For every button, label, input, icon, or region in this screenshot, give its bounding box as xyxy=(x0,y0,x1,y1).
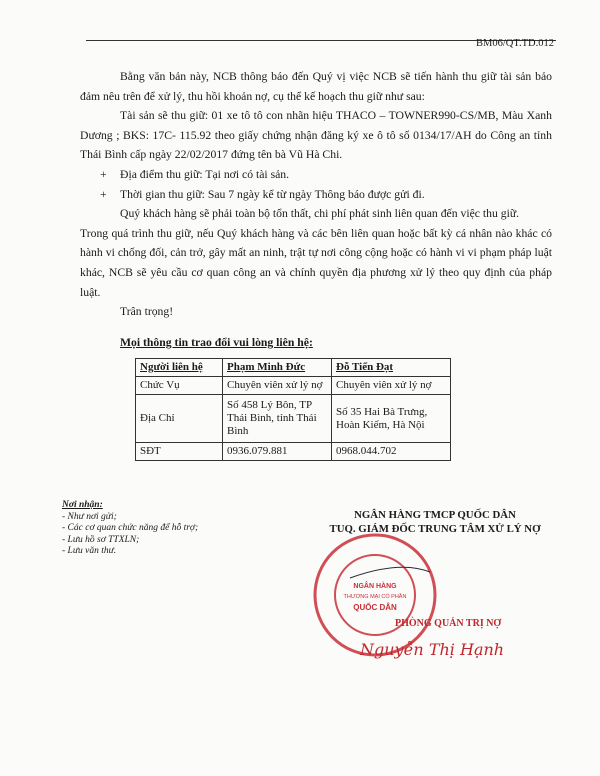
table-cell: SĐT xyxy=(136,443,223,461)
table-header-cell: Người liên hệ xyxy=(136,359,223,377)
recipient-item: - Như nơi gửi; xyxy=(62,511,117,522)
recipients-heading: Nơi nhận: xyxy=(62,500,103,510)
signer-department: PHÒNG QUẢN TRỊ NỢ xyxy=(395,618,502,629)
table-header-row xyxy=(136,359,451,377)
paragraph-intro: Bằng văn bản này, NCB thông báo đến Quý vị việc NCB sẽ tiến hành thu giữ tài sản bảo đảm nêu trên để xử lý, thu hồi khoản nợ, cụ thể kế hoạch thu giữ như sau: xyxy=(80,70,552,103)
bullet-location-text: Địa điểm thu giữ: Tại nơi có tài sản. xyxy=(120,167,290,181)
paragraph-costs: Quý khách hàng sẽ phải toàn bộ tổn thất, chi phí phát sinh liên quan đến việc thu giữ. xyxy=(120,207,520,221)
signer-organization: NGÂN HÀNG TMCP QUỐC DÂN xyxy=(354,509,516,521)
recipient-item: - Lưu hồ sơ TTXLN; xyxy=(62,534,140,545)
letter-body xyxy=(80,67,552,322)
table-cell: Số 35 Hai Bà Trưng, Hoàn Kiếm, Hà Nội xyxy=(332,395,451,443)
bullet-time xyxy=(80,185,552,205)
svg-text:QUỐC DÂN: QUỐC DÂN xyxy=(353,603,397,612)
recipient-item: - Lưu văn thư. xyxy=(62,546,117,556)
bullet-time-text: Thời gian thu giữ: Sau 7 ngày kể từ ngày Thông báo được gửi đi. xyxy=(120,187,425,201)
bullet-mark: + xyxy=(100,187,107,201)
table-row xyxy=(136,395,451,443)
table-row xyxy=(136,377,451,395)
table-header-cell: Đỗ Tiến Đạt xyxy=(332,359,451,377)
table-cell: Chức Vụ xyxy=(136,377,223,395)
table-cell: Chuyên viên xử lý nợ xyxy=(332,377,451,395)
svg-text:NGÂN HÀNG: NGÂN HÀNG xyxy=(353,583,397,590)
recipient-item: - Các cơ quan chức năng để hỗ trợ; xyxy=(62,523,199,533)
svg-text:THƯƠNG MẠI CỔ PHẦN: THƯƠNG MẠI CỔ PHẦN xyxy=(343,594,407,600)
table-row xyxy=(136,443,451,461)
closing-text: Trân trọng! xyxy=(120,305,174,319)
table-cell: 0968.044.702 xyxy=(332,443,451,461)
contact-table xyxy=(135,358,451,461)
contact-title: Mọi thông tin trao đổi vui lòng liên hệ: xyxy=(120,336,313,349)
bullet-location xyxy=(80,165,552,185)
table-cell: Số 458 Lý Bôn, TP Thái Bình, tỉnh Thái Bình xyxy=(223,395,332,443)
signer-name: Nguyễn Thị Hạnh xyxy=(360,640,505,659)
signer-role: TUQ. GIÁM ĐỐC TRUNG TÂM XỬ LÝ NỢ xyxy=(329,523,541,535)
paragraph-warning: Trong quá trình thu giữ, nếu Quý khách hàng và các bên liên quan hoặc bất kỳ cá nhân nào khác có hành vi chống đối, cản trở, gây mất an ninh, trật tự nơi công cộng hoặc có hành vi vi phạm pháp luật khác, NCB sẽ yêu cầu cơ quan công an và chính quyền địa phương xử lý theo quy định của pháp luật. xyxy=(80,226,552,299)
recipients-list xyxy=(62,500,198,558)
table-cell: Địa Chỉ xyxy=(136,395,223,443)
paragraph-asset: Tài sản sẽ thu giữ: 01 xe tô tô con nhãn hiệu THACO – TOWNER990-CS/MB, Màu Xanh Dương ; BKS: 17C- 115.92 theo giấy chứng nhận đăng ký xe ô tô số 0134/17/AH do Công an tỉnh Thái Bình cấp ngày 22/02/2017 đứng tên bà Vũ Hà Chi. xyxy=(80,109,552,162)
table-cell: 0936.079.881 xyxy=(223,443,332,461)
document-code: BM06/QT.TD.012 xyxy=(476,38,554,49)
table-cell: Chuyên viên xử lý nợ xyxy=(223,377,332,395)
bullet-mark: + xyxy=(100,167,107,181)
table-header-cell: Phạm Minh Đức xyxy=(223,359,332,377)
